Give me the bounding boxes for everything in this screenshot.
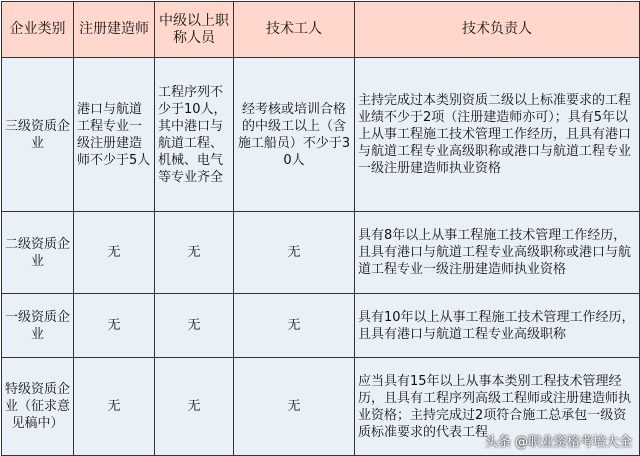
table-row [2, 294, 640, 358]
builder-cell: 无 [74, 212, 155, 294]
header-technical-lead: 技术负责人 [355, 2, 640, 58]
tech-lead-cell: 应当具有15年以上从事本类别工程技术管理经历，且具有工程序列高级工程师或注册建造师执业资格；主持完成过2项符合施工总承包一级资质标准要求的代表工程 [355, 358, 640, 456]
workers-cell: 无 [234, 212, 355, 294]
watermark: 头条 @职业资格考培大全 [484, 435, 632, 450]
header-row [2, 2, 640, 58]
workers-cell: 无 [234, 358, 355, 456]
category-cell: 二级资质企业 [2, 212, 74, 294]
category-cell: 三级资质企业 [2, 58, 74, 212]
builder-cell: 港口与航道工程专业一级注册建造师不少于5人 [74, 58, 155, 212]
category-cell: 一级资质企业 [2, 294, 74, 358]
builder-cell: 无 [74, 294, 155, 358]
title-staff-cell: 无 [155, 358, 234, 456]
table-row [2, 358, 640, 456]
tech-lead-cell: 具有8年以上从事工程施工技术管理工作经历，且具有港口与航道工程专业高级职称或港口与航道工程专业一级注册建造师执业资格 [355, 212, 640, 294]
tech-lead-cell: 主持完成过本类别资质二级以上标准要求的工程业绩不少于2项（注册建造师亦可）；具有5年以上从事工程施工技术管理工作经历，且具有港口与航道工程专业高级职称或港口与航道工程专业一级注册建造师执业资格 [355, 58, 640, 212]
header-registered-builder: 注册建造师 [74, 2, 155, 58]
builder-cell: 无 [74, 358, 155, 456]
table-row [2, 212, 640, 294]
header-enterprise-category: 企业类别 [2, 2, 74, 58]
title-staff-cell: 无 [155, 294, 234, 358]
title-staff-cell: 无 [155, 212, 234, 294]
header-mid-level-title-staff: 中级以上职称人员 [155, 2, 234, 58]
workers-cell: 无 [234, 294, 355, 358]
header-technical-workers: 技术工人 [234, 2, 355, 58]
category-cell: 特级资质企业（征求意见稿中） [2, 358, 74, 456]
title-staff-cell: 工程序列不少于10人，其中港口与航道工程、机械、电气等专业齐全 [155, 58, 234, 212]
table-row [2, 58, 640, 212]
qualification-table [1, 1, 640, 456]
workers-cell: 经考核或培训合格的中级工以上（含施工船员）不少于30人 [234, 58, 355, 212]
tech-lead-cell: 具有10年以上从事工程施工技术管理工作经历，且具有港口与航道工程专业高级职称 [355, 294, 640, 358]
